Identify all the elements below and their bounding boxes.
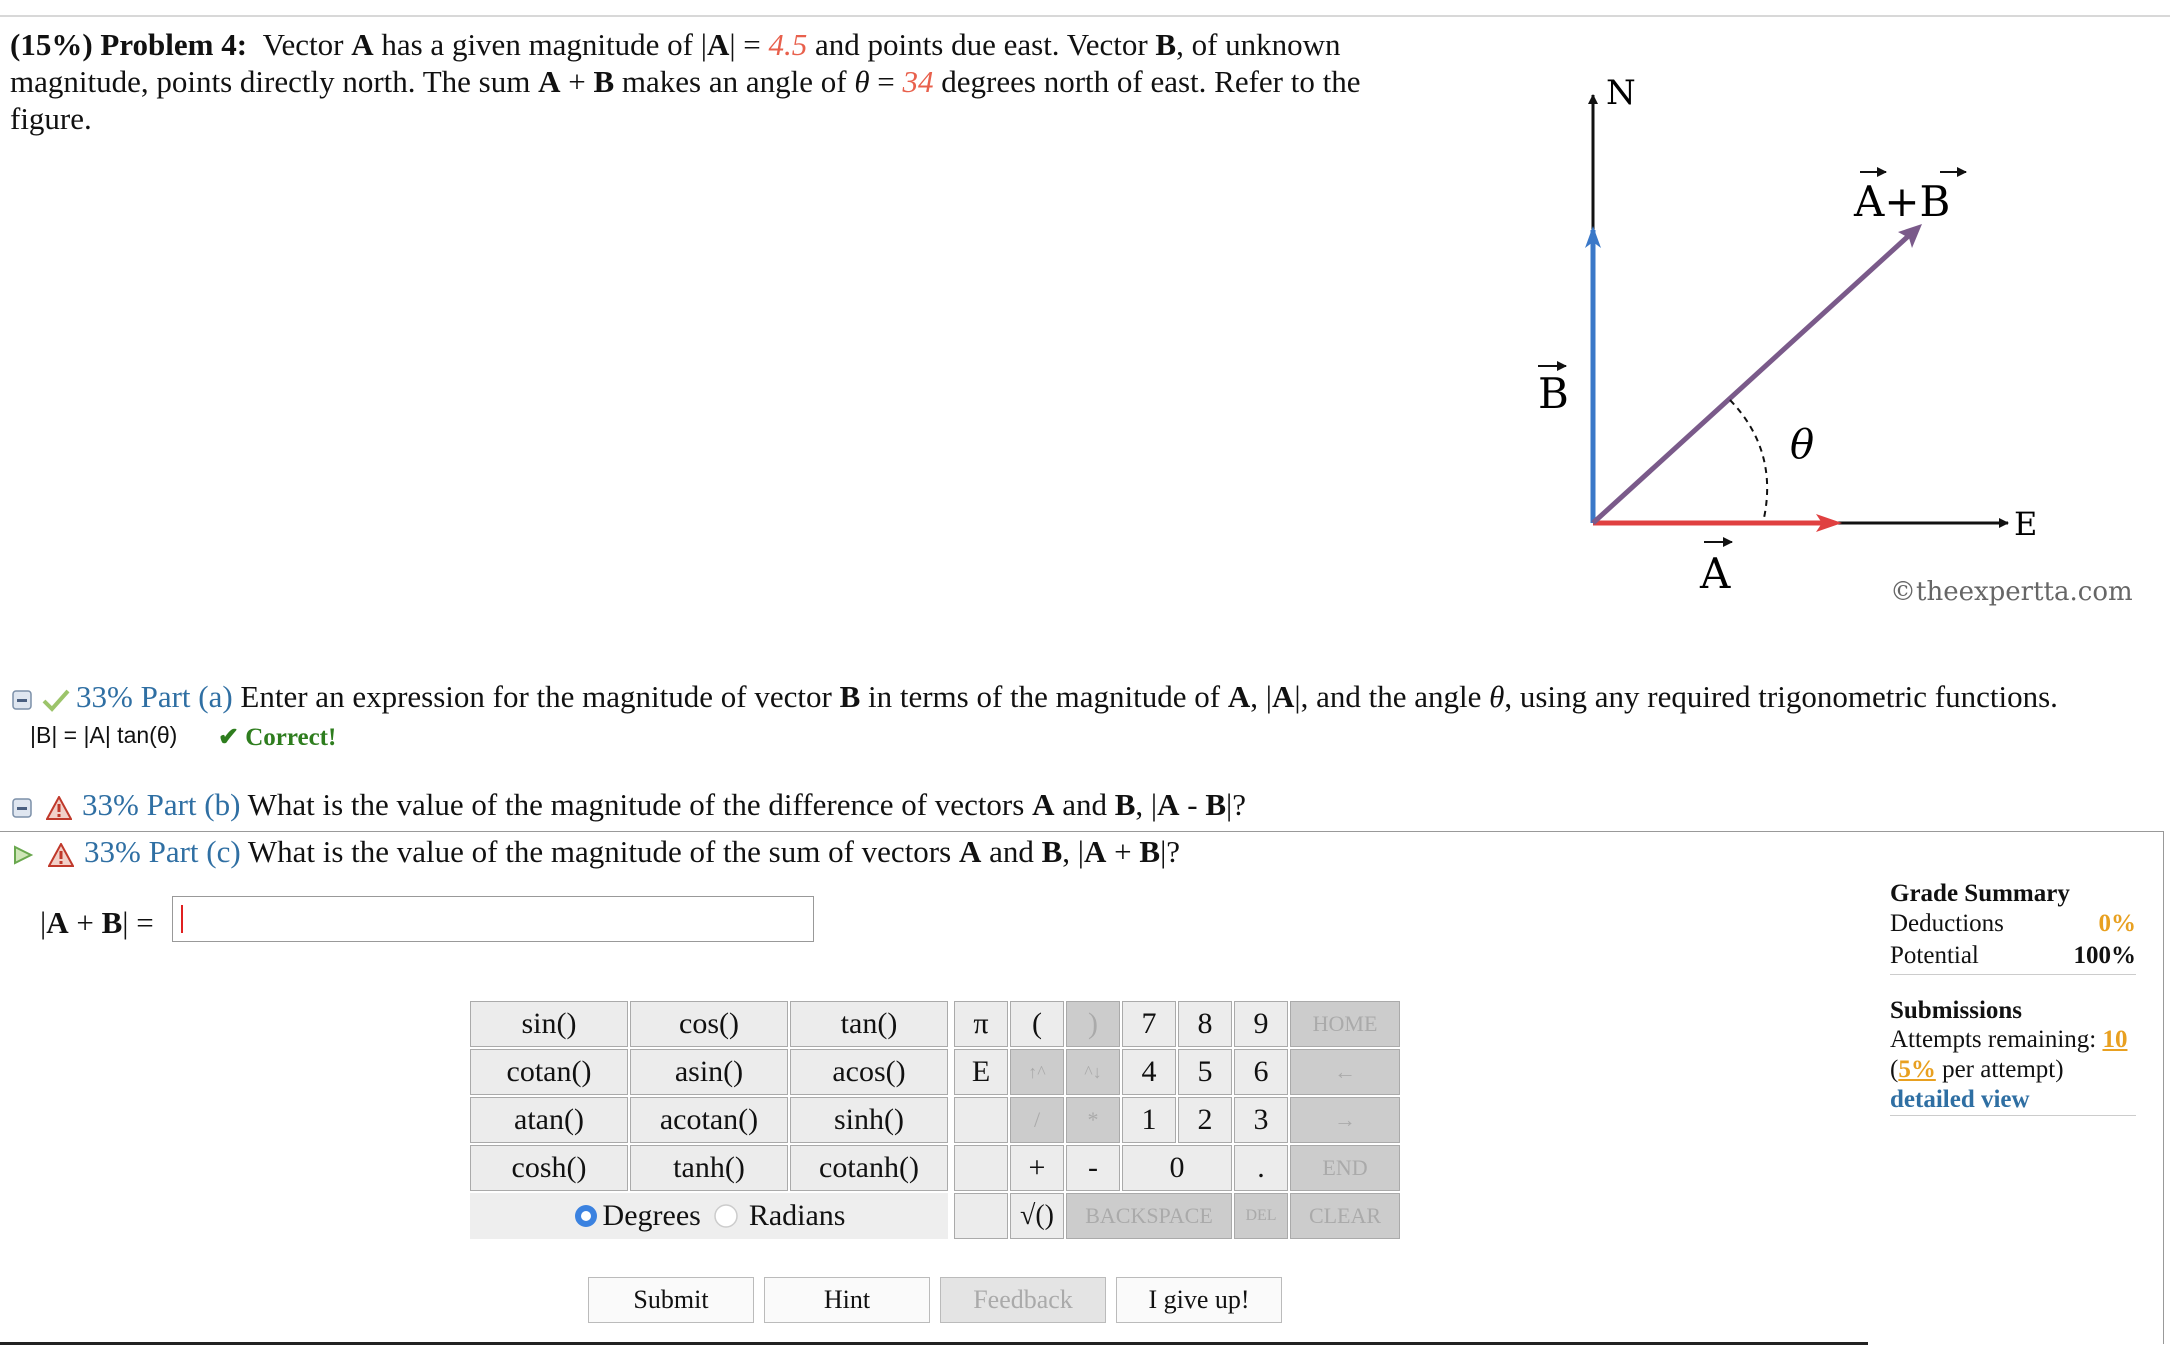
problem-weight: (15%) <box>10 27 93 62</box>
part-a-percent: 33% <box>76 679 133 714</box>
radians-radio-icon[interactable] <box>713 1203 739 1229</box>
feedback-button[interactable]: Feedback <box>940 1277 1106 1323</box>
attempts-value: 10 <box>2102 1026 2128 1053</box>
bottom-divider <box>0 1342 1868 1345</box>
warning-icon <box>46 796 72 820</box>
vector-sum-label: A+B <box>1854 177 1951 226</box>
digit-0-button[interactable]: 0 <box>1122 1145 1232 1191</box>
atan-button[interactable]: atan() <box>470 1097 628 1143</box>
digit-1-button[interactable]: 1 <box>1122 1097 1176 1143</box>
digit-3-button[interactable]: 3 <box>1234 1097 1288 1143</box>
grade-summary-title: Grade Summary <box>1890 880 2070 907</box>
potential-value: 100% <box>2073 942 2136 969</box>
vector-figure <box>1520 40 2160 620</box>
cosh-button[interactable]: cosh() <box>470 1145 628 1191</box>
delete-button[interactable]: DEL <box>1234 1193 1288 1239</box>
acos-button[interactable]: acos() <box>790 1049 948 1095</box>
hint-button[interactable]: Hint <box>764 1277 930 1323</box>
cos-button[interactable]: cos() <box>630 1001 788 1047</box>
blank-key <box>954 1193 1008 1239</box>
divide-button[interactable]: / <box>1010 1097 1064 1143</box>
answer-input-label: |A + B| = <box>40 905 154 940</box>
blank-key <box>954 1145 1008 1191</box>
part-b-label: Part (b) <box>146 787 241 822</box>
sqrt-button[interactable]: √() <box>1010 1193 1064 1239</box>
grade-summary <box>1890 880 2136 1116</box>
submissions-title: Submissions <box>1890 997 2023 1024</box>
part-c-question: 33% Part (c) What is the value of the magnitude of the sum of vectors A and B, |A + B|? <box>12 834 1180 870</box>
degrees-label[interactable]: Degrees <box>602 1199 701 1232</box>
give-up-button[interactable]: I give up! <box>1116 1277 1282 1323</box>
part-a-question: 33% Part (a) Enter an expression for the magnitude of vector B in terms of the magnitude of A, |A|, and the angle θ, using any required trigonometric functions. <box>12 678 2058 716</box>
detailed-view-link[interactable]: detailed view <box>1890 1085 2136 1116</box>
left-paren-button[interactable]: ( <box>1010 1001 1064 1047</box>
cotanh-button[interactable]: cotanh() <box>790 1145 948 1191</box>
collapse-icon[interactable] <box>12 690 32 710</box>
sinh-button[interactable]: sinh() <box>790 1097 948 1143</box>
radians-label[interactable]: Radians <box>748 1199 846 1232</box>
text-caret <box>181 905 183 933</box>
asin-button[interactable]: asin() <box>630 1049 788 1095</box>
expand-arrow-icon[interactable] <box>12 844 34 866</box>
tan-button[interactable]: tan() <box>790 1001 948 1047</box>
cursor-right-button[interactable]: → <box>1290 1097 1400 1143</box>
home-button[interactable]: HOME <box>1290 1001 1400 1047</box>
tanh-button[interactable]: tanh() <box>630 1145 788 1191</box>
digit-8-button[interactable]: 8 <box>1178 1001 1232 1047</box>
deductions-value: 0% <box>2098 910 2136 937</box>
cotan-button[interactable]: cotan() <box>470 1049 628 1095</box>
vector-sum-arrow <box>1593 230 1915 523</box>
checkmark-icon <box>42 688 70 712</box>
digit-2-button[interactable]: 2 <box>1178 1097 1232 1143</box>
vector-a-label: A <box>1700 549 1731 598</box>
magnitude-a-value: 4.5 <box>768 27 808 62</box>
up-exponent-button[interactable]: ↑^ <box>1010 1049 1064 1095</box>
part-c-percent: 33% <box>84 834 141 869</box>
e-button[interactable]: E <box>954 1049 1008 1095</box>
digit-6-button[interactable]: 6 <box>1234 1049 1288 1095</box>
pi-button[interactable]: π <box>954 1001 1008 1047</box>
copyright-text: ©theexpertta.com <box>1890 577 2133 607</box>
theta-arc <box>1730 400 1767 518</box>
part-c-label: Part (c) <box>148 834 241 869</box>
down-exponent-button[interactable]: ^↓ <box>1066 1049 1120 1095</box>
decimal-button[interactable]: . <box>1234 1145 1288 1191</box>
acotan-button[interactable]: acotan() <box>630 1097 788 1143</box>
collapse-icon[interactable] <box>12 798 32 818</box>
digit-7-button[interactable]: 7 <box>1122 1001 1176 1047</box>
digit-9-button[interactable]: 9 <box>1234 1001 1288 1047</box>
top-divider <box>0 15 2170 17</box>
deductions-row: Deductions 0% <box>1890 908 2136 940</box>
sin-button[interactable]: sin() <box>470 1001 628 1047</box>
part-b-question: 33% Part (b) What is the value of the magnitude of the difference of vectors A and B, |A - B|? <box>12 787 1246 823</box>
east-label: E <box>2014 505 2038 543</box>
answer-input[interactable] <box>172 896 814 942</box>
end-button[interactable]: END <box>1290 1145 1400 1191</box>
per-attempt: (5% per attempt) <box>1890 1056 2064 1083</box>
theta-label: θ <box>1790 422 1815 468</box>
warning-icon <box>48 843 74 867</box>
per-attempt-value: 5% <box>1898 1056 1936 1083</box>
backspace-button[interactable]: BACKSPACE <box>1066 1193 1232 1239</box>
part-a-status: ✔ Correct! <box>218 724 337 751</box>
right-paren-button[interactable]: ) <box>1066 1001 1120 1047</box>
part-a-answer: |B| = |A| tan(θ) <box>30 722 178 748</box>
angle-mode-group <box>470 1193 948 1239</box>
degrees-radio-icon[interactable] <box>573 1203 599 1229</box>
potential-row: Potential 100% <box>1890 940 2136 972</box>
digit-4-button[interactable]: 4 <box>1122 1049 1176 1095</box>
cursor-left-button[interactable]: ← <box>1290 1049 1400 1095</box>
part-b-percent: 33% <box>82 787 139 822</box>
vector-b-label: B <box>1538 369 1569 418</box>
submit-button[interactable]: Submit <box>588 1277 754 1323</box>
problem-title: Problem 4: <box>100 27 248 62</box>
part-a-label: Part (a) <box>140 679 233 714</box>
grade-divider <box>1890 974 2136 975</box>
north-label: N <box>1606 73 1636 113</box>
minus-button[interactable]: - <box>1066 1145 1120 1191</box>
blank-key <box>954 1097 1008 1143</box>
plus-button[interactable]: + <box>1010 1145 1064 1191</box>
multiply-button[interactable]: * <box>1066 1097 1120 1143</box>
attempts-remaining: Attempts remaining: 10 <box>1890 1026 2128 1053</box>
problem-statement: (15%) Problem 4: Vector A has a given magnitude of |A| = 4.5 and points due east. Vector B, of unknown magnitude, points directly north. The sum A + B makes an angle of θ = 34 degrees north of east. Refer to the figure. <box>10 27 1361 136</box>
clear-button[interactable]: CLEAR <box>1290 1193 1400 1239</box>
digit-5-button[interactable]: 5 <box>1178 1049 1232 1095</box>
angle-value: 34 <box>902 64 934 99</box>
